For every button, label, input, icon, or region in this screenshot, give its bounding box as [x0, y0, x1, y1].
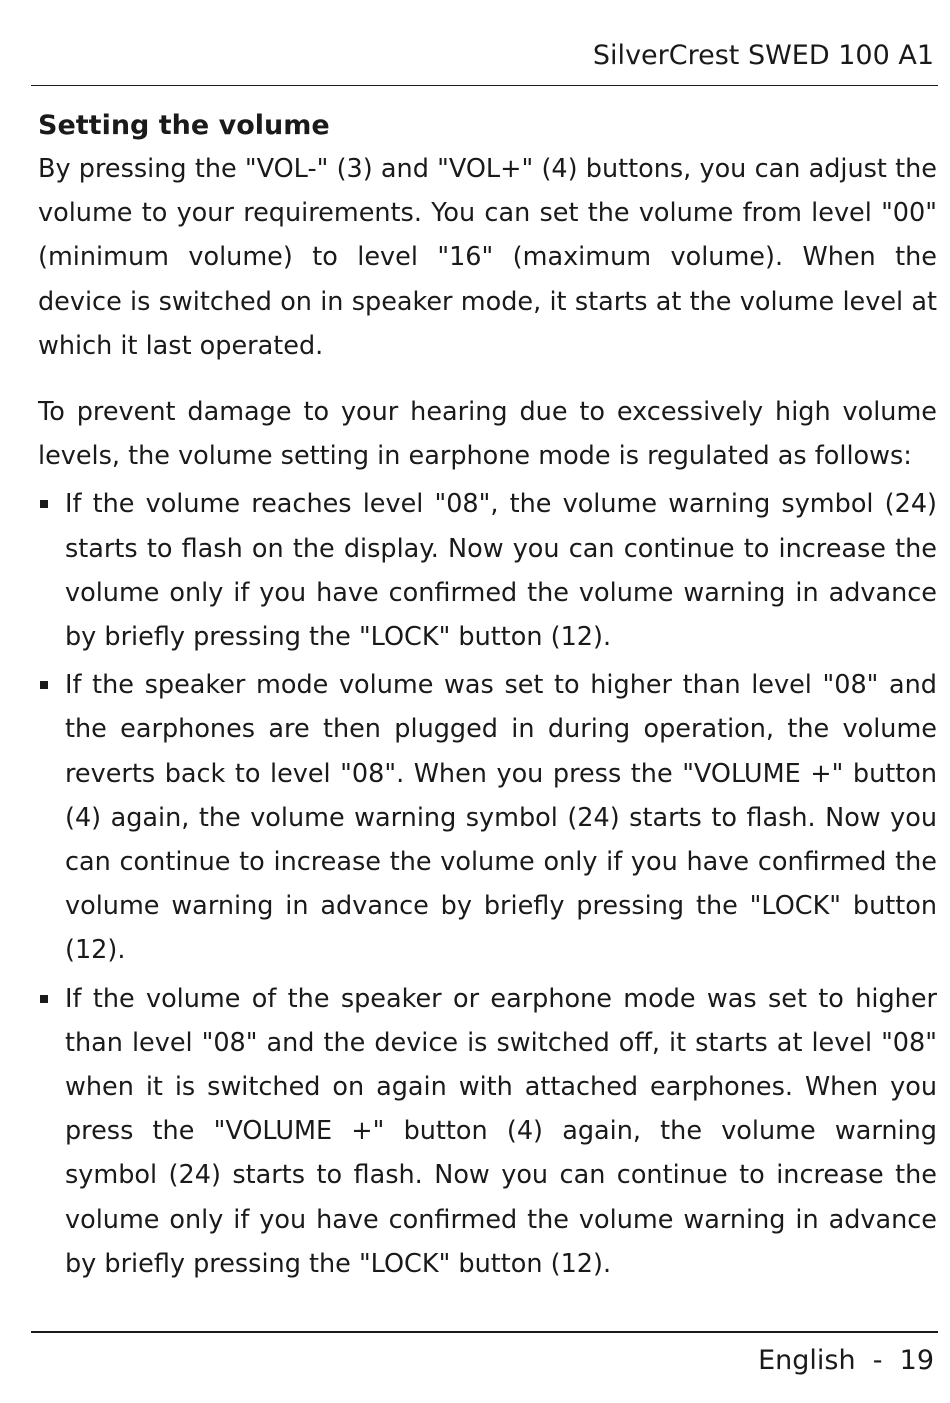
- document-body: [38, 105, 937, 1286]
- square-bullet-icon: [40, 500, 48, 508]
- list-item: [38, 482, 937, 659]
- list-item-text: If the volume reaches level "08", the volume warning symbol (24) starts to flash on the display. Now you can continue to increase the volume only if you have confirmed the volume warning in advance by briefly pressing the "LOCK" button (12).: [65, 489, 937, 653]
- page-header-title: SilverCrest SWED 100 A1: [592, 40, 934, 71]
- header-divider: [31, 85, 938, 86]
- footer-divider: [31, 1331, 938, 1333]
- list-item: [38, 977, 937, 1286]
- list-item: [38, 663, 937, 972]
- list-item-text: If the volume of the speaker or earphone mode was set to higher than level "08" and the device is switched off, it starts at level "08" when it is switched on again with attached earphones. When you press the "VOLUME +" button (4) again, the volume warning symbol (24) starts to flash. Now you can continue to increase the volume only if you have confirmed the volume warning in advance by briefly pressing the "LOCK" button (12).: [65, 983, 937, 1279]
- page-footer: English - 19: [758, 1345, 934, 1376]
- square-bullet-icon: [40, 995, 48, 1003]
- section-heading: Setting the volume: [38, 110, 330, 141]
- volume-rules-list: [38, 482, 937, 1286]
- list-item-text: If the speaker mode volume was set to higher than level "08" and the earphones are then plugged in during operation, the volume reverts back to level "08". When you press the "VOLUME +" button (4) again, the volume warning symbol (24) starts to flash. Now you can continue to increase the volume only if you have confirmed the volume warning in advance by briefly pressing the "LOCK" button (12).: [65, 670, 937, 966]
- hearing-protection-paragraph: To prevent damage to your hearing due to excessively high volume levels, the volume setting in earphone mode is regulated as follows:: [38, 397, 937, 472]
- square-bullet-icon: [40, 681, 48, 689]
- intro-paragraph: By pressing the "VOL-" (3) and "VOL+" (4) buttons, you can adjust the volume to your requirements. You can set the volume from level "00" (minimum volume) to level "16" (maximum volume). When the device is switched on in speaker mode, it starts at the volume level at which it last operated.: [38, 154, 937, 361]
